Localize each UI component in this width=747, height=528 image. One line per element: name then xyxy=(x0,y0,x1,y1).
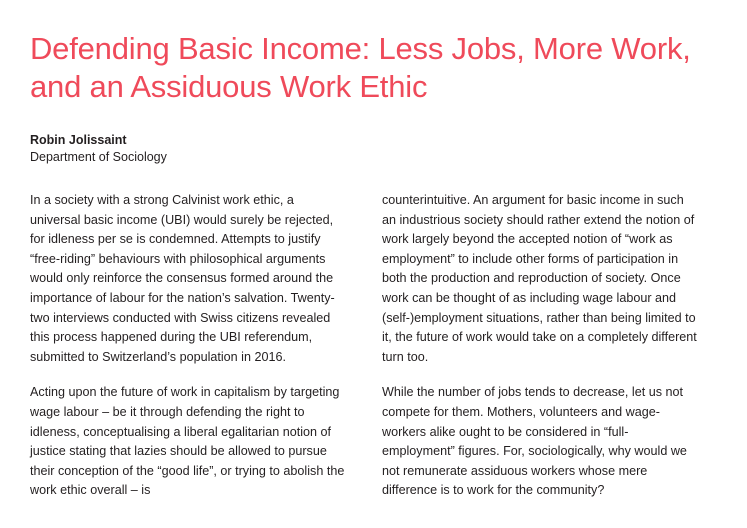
page-title: Defending Basic Income: Less Jobs, More Work, and an Assiduous Work Ethic xyxy=(30,31,691,104)
paragraph: Acting upon the future of work in capitalism by targeting wage labour – be it through defending the right to idleness, conceptualising a liberal egalitarian notion of justice stating that lazies should be allowed to pursue their conception of the “good life”, or trying to abolish the work ethic overall – is xyxy=(30,385,345,498)
author-name: Robin Jolissaint xyxy=(30,133,127,147)
column-left xyxy=(30,191,346,501)
paragraph: counterintuitive. An argument for basic income in such an industrious society should rather extend the notion of work largely beyond the accepted notion of “work as employment” to include other forms of participation in both the production and reproduction of society. Once work can be thought of as including wage labour and (self-)employment situations, rather than being limited to it, the future of work would take on a completely different turn too. xyxy=(382,193,697,364)
column-right xyxy=(382,191,698,501)
paragraph: While the number of jobs tends to decrease, let us not compete for them. Mothers, volunteers and wage-workers alike ought to be considered in “full-employment” figures. For, sociologically, why would we not remunerate assiduous workers whose mere difference is to work for the community? xyxy=(382,385,687,498)
author-block xyxy=(30,132,717,166)
article-body xyxy=(30,191,717,501)
author-affiliation: Department of Sociology xyxy=(30,150,167,164)
paragraph: In a society with a strong Calvinist work ethic, a universal basic income (UBI) would surely be rejected, for idleness per se is condemned. Attempts to justify “free-riding” behaviours with philosophical arguments would only reinforce the consensus formed around the importance of labour for the nation’s salvation. Twenty-two interviews conducted with Swiss citizens revealed this process happened during the UBI referendum, submitted to Switzerland’s population in 2016. xyxy=(30,193,335,364)
